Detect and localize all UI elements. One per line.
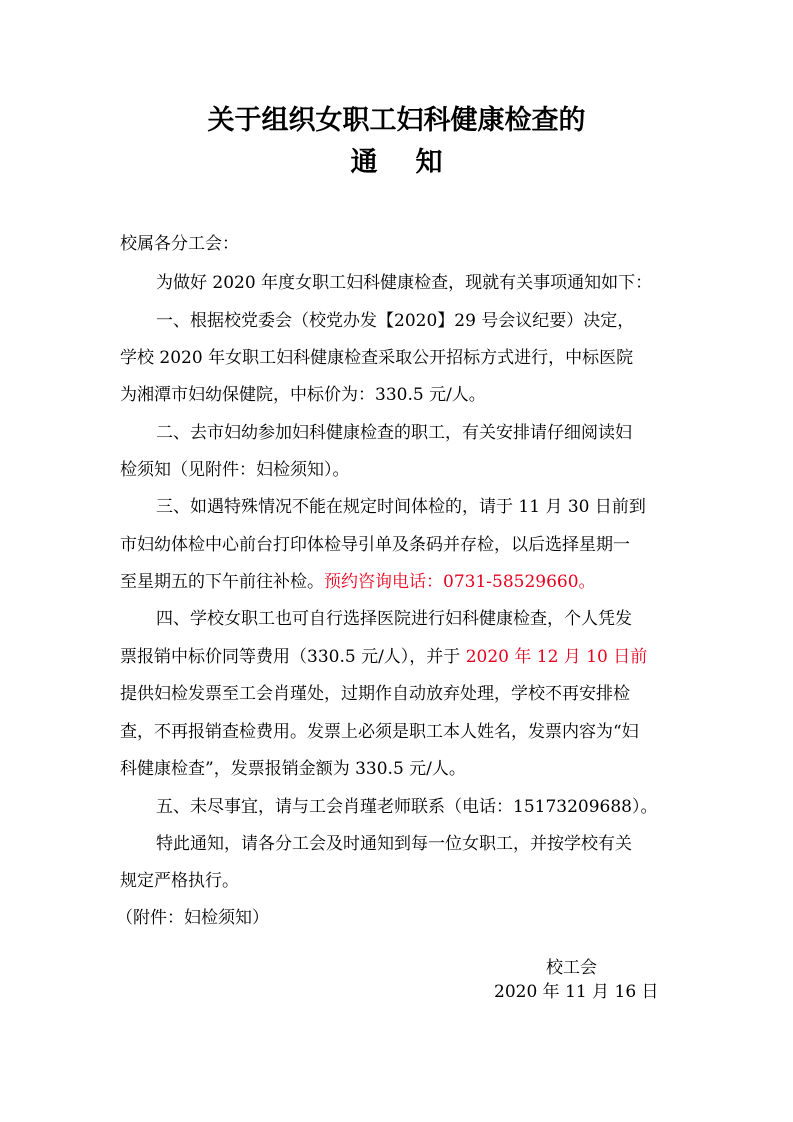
item-4-line-1: 四、学校女职工也可自行选择医院进行妇科健康检查，个人凭发 [156, 609, 632, 629]
item-1-line-1: 一、根据校党委会（校党办发【2020】29 号会议纪要）决定， [156, 311, 635, 331]
closing-line-2: 规定严格执行。 [120, 871, 239, 891]
salutation: 校属各分工会： [120, 234, 239, 254]
item-4-line-3: 提供妇检发票至工会肖瑾处，过期作自动放弃处理，学校不再安排检 [120, 684, 630, 704]
title-notice-char-1: 通 [350, 147, 378, 178]
item-3-line-2: 市妇幼体检中心前台打印体检导引单及条码并存检，以后选择星期一 [120, 535, 630, 555]
document-title-notice [0, 145, 793, 181]
item-3-line-1: 三、如遇特殊情况不能在规定时间体检的，请于 11 月 30 日前到 [156, 497, 646, 517]
title-notice-char-2: 知 [415, 147, 443, 178]
item-1-line-2: 学校 2020 年女职工妇科健康检查采取公开招标方式进行，中标医院 [120, 348, 634, 368]
item-4-line-2-text: 票报销中标价同等费用（330.5 元/人），并于 [120, 647, 466, 667]
signature-date: 2020 年 11 月 16 日 [494, 982, 659, 1002]
item-4-line-5: 科健康检查”，发票报销金额为 330.5 元/人。 [120, 759, 466, 779]
item-3-line-3 [120, 570, 596, 594]
signature-org: 校工会 [546, 958, 597, 978]
document-title: 关于组织女职工妇科健康检查的 [207, 105, 586, 136]
appointment-phone-highlight: 预约咨询电话：0731-58529660。 [324, 572, 596, 592]
closing-line-1: 特此通知，请各分工会及时通知到每一位女职工，并按学校有关 [156, 834, 632, 854]
item-4-line-4: 查，不再报销查检费用。发票上必须是职工本人姓名，发票内容为“妇 [120, 722, 639, 742]
deadline-highlight: 2020 年 12 月 10 日前 [465, 647, 648, 667]
item-4-line-2 [120, 645, 647, 669]
attachment-note: （附件：妇检须知） [116, 908, 269, 928]
item-3-line-3-text: 至星期五的下午前往补检。 [120, 572, 324, 592]
item-2-line-2: 检须知（见附件：妇检须知）。 [120, 460, 350, 480]
intro-paragraph: 为做好 2020 年度女职工妇科健康检查，现就有关事项通知如下： [156, 273, 653, 293]
item-5: 五、未尽事宜，请与工会肖瑾老师联系（电话：15173209688）。 [156, 797, 658, 817]
item-1-line-3: 为湘潭市妇幼保健院，中标价为：330.5 元/人。 [120, 385, 486, 405]
item-2-line-1: 二、去市妇幼参加妇科健康检查的职工，有关安排请仔细阅读妇 [156, 423, 632, 443]
